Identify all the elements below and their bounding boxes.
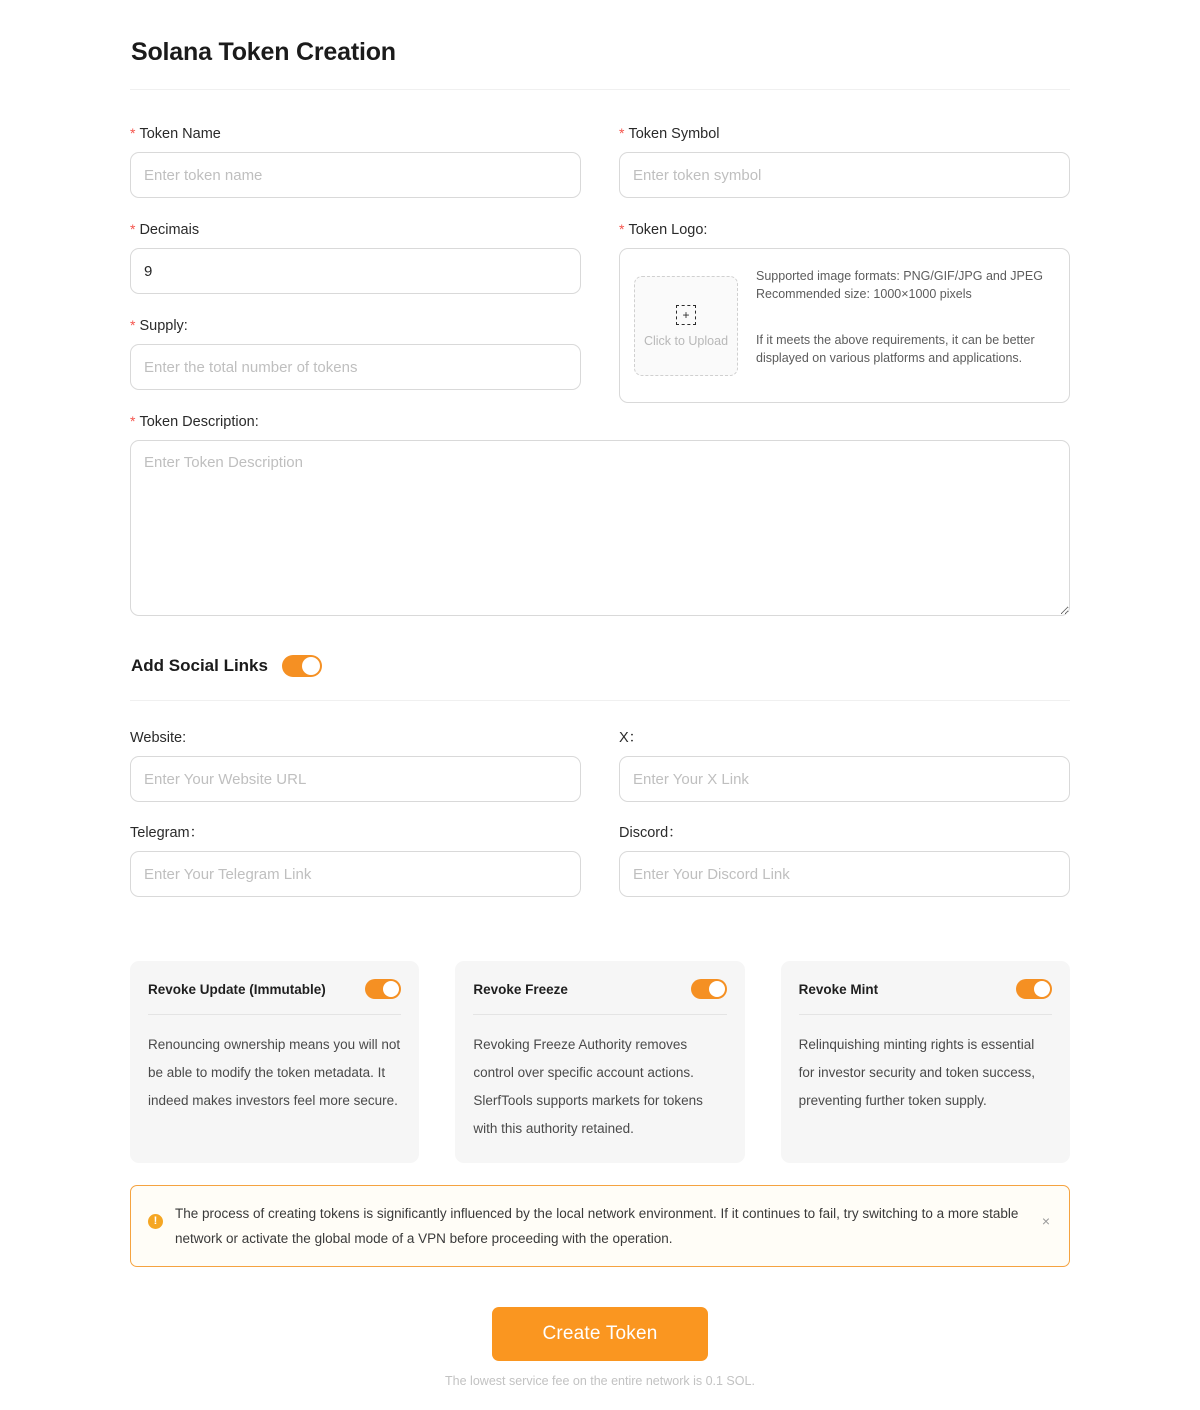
social-row-telegram-discord [130,824,1070,919]
social-links-toggle[interactable] [282,655,322,677]
token-description-label [130,412,1070,431]
telegram-label: Telegram： [130,825,205,841]
toggle-knob [1034,981,1050,997]
token-description-label-text: Token Description: [139,414,259,430]
revoke-mint-title: Revoke Mint [798,981,879,997]
col-decimals-supply [130,220,581,412]
decimals-label [130,220,581,239]
field-decimals [130,220,581,294]
form-row-name-symbol [130,124,1070,220]
form-row-decimals-logo [130,220,1070,412]
card-header [473,979,726,999]
revoke-freeze-description: Revoking Freeze Authority removes control over specific account actions. SlerfTools supports markets for tokens with this authority retained. [473,1037,703,1136]
revoke-mint-card [781,961,1070,1163]
x-input[interactable] [619,756,1070,802]
field-token-symbol [619,124,1070,220]
token-name-input[interactable] [130,152,581,198]
token-name-label-text: Token Name [139,126,221,142]
revoke-mint-toggle[interactable] [1016,979,1052,999]
website-label: Website: [130,730,187,746]
logo-formats-text: Supported image formats: PNG/GIF/JPG and JPEG [756,269,1043,283]
card-divider [799,1014,1052,1015]
token-symbol-label [619,124,1070,143]
card-divider [473,1014,726,1015]
footer [130,1307,1070,1410]
token-symbol-input[interactable] [619,152,1070,198]
upload-zone-label: Click to Upload [643,333,729,348]
field-x [619,729,1070,802]
required-asterisk-icon: * [130,317,136,333]
field-token-description [130,412,1070,621]
decimals-input[interactable] [130,248,581,294]
network-warning-alert [130,1185,1070,1267]
discord-label: Discord： [619,825,683,841]
field-telegram [130,824,581,897]
revoke-update-toggle[interactable] [365,979,401,999]
field-discord [619,824,1070,897]
website-input[interactable] [130,756,581,802]
revoke-update-title: Revoke Update (Immutable) [148,981,326,997]
card-divider [148,1014,401,1015]
required-asterisk-icon: * [130,413,136,429]
create-token-button[interactable]: Create Token [492,1307,708,1361]
required-asterisk-icon: * [619,125,625,141]
token-name-label [130,124,581,143]
logo-upload-dropzone[interactable] [634,276,738,376]
service-fee-note: The lowest service fee on the entire network is 0.1 SOL. [445,1374,755,1388]
social-row-website-x [130,729,1070,824]
token-logo-label-text: Token Logo: [628,222,708,238]
warning-icon: ! [148,1214,163,1229]
x-label: X： [619,730,644,746]
social-links-header [131,655,1070,677]
title-divider [130,89,1070,90]
toggle-knob [302,657,320,675]
discord-input[interactable] [619,851,1070,897]
social-links-title: Add Social Links [131,656,268,675]
token-symbol-label-text: Token Symbol [628,126,720,142]
revoke-freeze-toggle[interactable] [691,979,727,999]
logo-size-text: Recommended size: 1000×1000 pixels [756,287,972,301]
card-header [148,979,401,999]
revoke-freeze-card [455,961,744,1163]
field-token-name [130,124,581,220]
field-website [130,729,581,802]
revoke-freeze-title: Revoke Freeze [473,981,568,997]
supply-label-text: Supply: [139,318,188,334]
logo-note-text: If it meets the above requirements, it can be better displayed on various platforms and applications. [756,333,1035,365]
decimals-label-text: Decimais [139,222,200,238]
token-description-textarea[interactable] [130,440,1070,616]
toggle-knob [709,981,725,997]
required-asterisk-icon: * [130,125,136,141]
plus-icon: + [676,305,696,325]
page-title: Solana Token Creation [131,38,396,66]
social-divider [130,700,1070,701]
logo-requirements [756,263,1055,367]
token-logo-label [619,220,1070,239]
supply-label [130,316,581,335]
required-asterisk-icon: * [130,221,136,237]
close-icon[interactable]: × [1041,1213,1050,1229]
field-token-logo [619,220,1070,412]
token-logo-panel [619,248,1070,403]
toggle-knob [383,981,399,997]
alert-message: The process of creating tokens is significantly influenced by the local network environment. If it continues to fail, try switching to a more stable network or activate the global mode of a VPN before proceeding with the operation. [175,1206,1019,1246]
card-header [799,979,1052,999]
content-container [130,0,1070,1410]
telegram-input[interactable] [130,851,581,897]
field-supply [130,316,581,390]
revoke-cards [130,961,1070,1163]
required-asterisk-icon: * [619,221,625,237]
revoke-update-description: Renouncing ownership means you will not be able to modify the token metadata. It indeed makes investors feel more secure. [148,1037,401,1108]
supply-input[interactable] [130,344,581,390]
revoke-update-card [130,961,419,1163]
revoke-mint-description: Relinquishing minting rights is essential for investor security and token success, preventing further token supply. [798,1037,1036,1108]
